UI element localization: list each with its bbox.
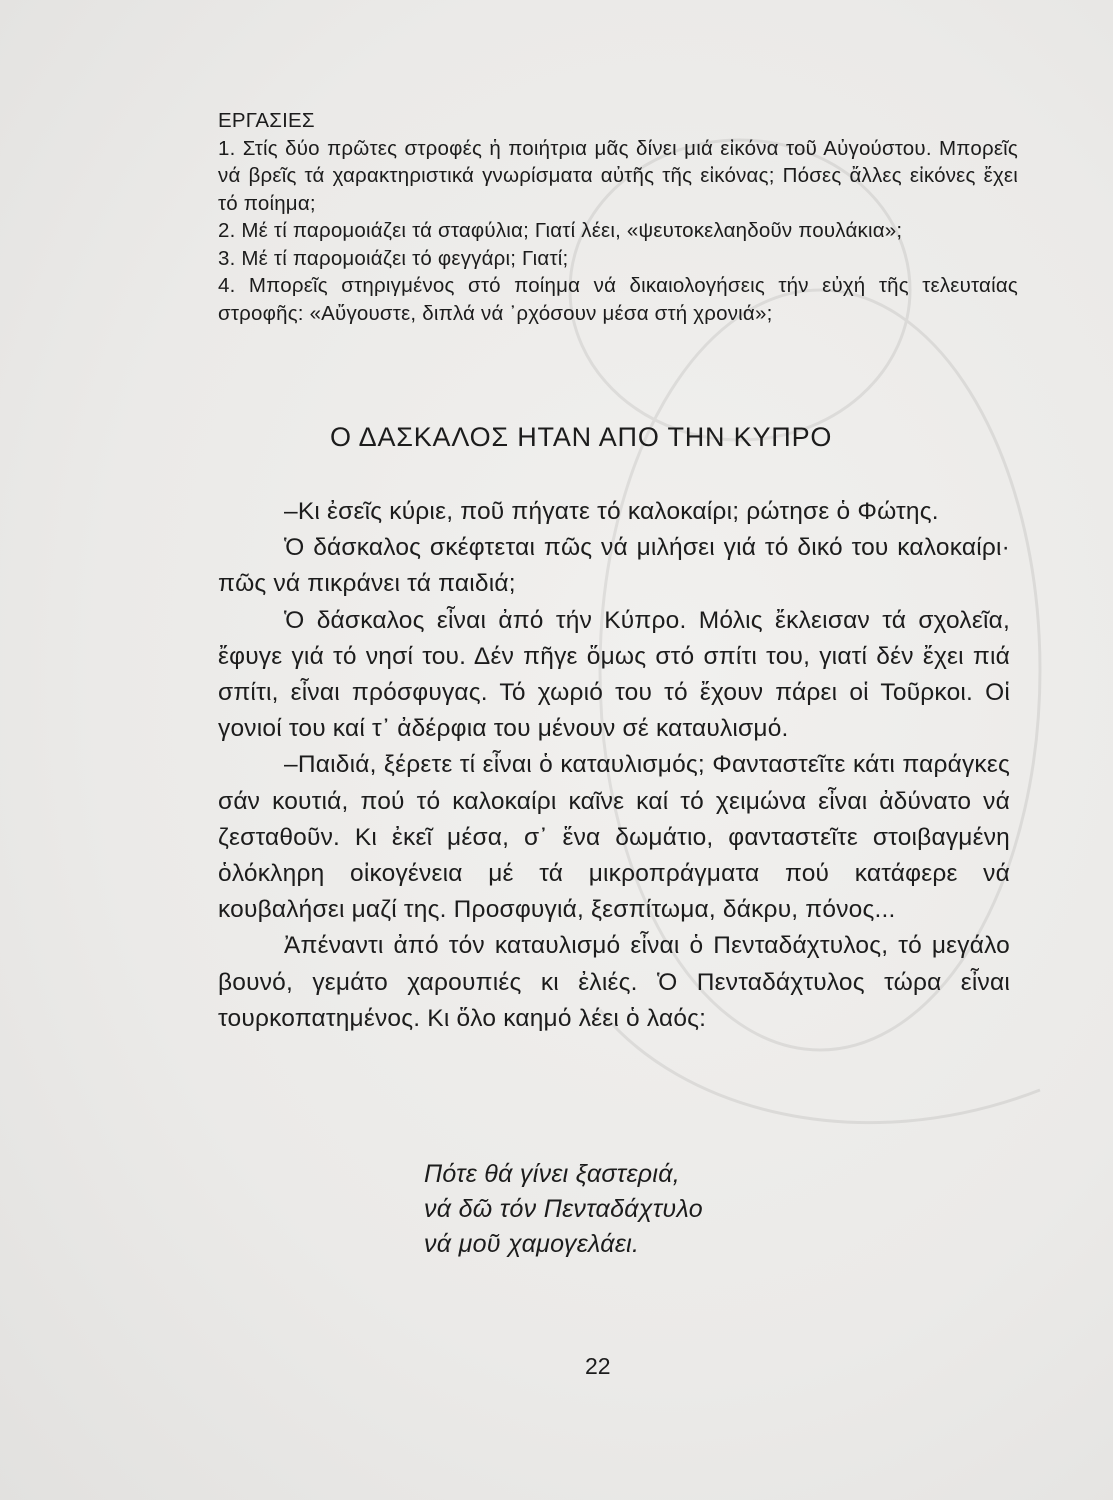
- page-number: 22: [585, 1353, 611, 1379]
- verse-line: νά δῶ τόν Πενταδάχτυλο: [424, 1195, 703, 1223]
- exercise-item: 4. Μπορεῖς στηριγμένος στό ποίημα νά δικαιολογήσεις τήν εὐχή τῆς τελευταίας στροφῆς: «Αὔγουστε, διπλά νά ᾿ρχόσουν μέσα στή χρονιά»;: [218, 274, 1018, 325]
- exercise-item: 1. Στίς δύο πρῶτες στροφές ἡ ποιήτρια μᾶς δίνει μιά εἰκόνα τοῦ Αὐγούστου. Μπορεῖς νά βρεῖς τά χαρακτηριστικά γνωρίσματα αὐτῆς τῆς εἰκόνας; Πόσες ἄλλες εἰκόνες ἔχει τό ποίημα;: [218, 136, 1018, 215]
- exercises-heading: ΕΡΓΑΣΙΕΣ: [218, 109, 315, 132]
- exercises-section: [218, 107, 1018, 327]
- story-title: Ο ΔΑΣΚΑΛΟΣ ΗΤΑΝ ΑΠΟ ΤΗΝ ΚΥΠΡΟ: [330, 422, 833, 452]
- verse-line: Πότε θά γίνει ξαστεριά,: [424, 1160, 681, 1188]
- exercise-item: 2. Μέ τί παρομοιάζει τά σταφύλια; Γιατί λέει, «ψευτοκελαηδοῦν πουλάκια»;: [218, 219, 903, 242]
- story-body: [218, 494, 1010, 1037]
- verse-line: νά μοῦ χαμογελάει.: [424, 1230, 640, 1258]
- exercise-item: 3. Μέ τί παρομοιάζει τό φεγγάρι; Γιατί;: [218, 246, 569, 270]
- story-paragraph: Ὁ δάσκαλος σκέφτεται πῶς νά μιλήσει γιά τό δικό του καλοκαίρι· πῶς νά πικράνει τά παιδιά;: [218, 534, 1010, 598]
- story-paragraph: Ὁ δάσκαλος εἶναι ἀπό τήν Κύπρο. Μόλις ἔκλεισαν τά σχολεῖα, ἔφυγε γιά τό νησί του. Δέν πῆγε ὅμως στό σπίτι του, γιατί δέν ἔχει πιά σπίτι, εἶναι πρόσφυγας. Τό χωριό του τό ἔχουν πάρει οἱ Τοῦρκοι. Οἱ γονιοί του καί τ᾿ ἀδέρφια του μένουν σέ καταυλισμό.: [218, 606, 1010, 743]
- story-paragraph: –Κι ἐσεῖς κύριε, ποῦ πήγατε τό καλοκαίρι; ρώτησε ὁ Φώτης.: [284, 498, 939, 525]
- verse-quote: [424, 1157, 703, 1262]
- story-paragraph: Ἀπέναντι ἀπό τόν καταυλισμό εἶναι ὁ Πενταδάχτυλος, τό μεγάλο βουνό, γεμάτο χαρουπιές κι ἐλιές. Ὁ Πενταδάχτυλος τώρα εἶναι τουρκοπατημένος. Κι ὅλο καημό λέει ὁ λαός:: [218, 932, 1010, 1032]
- story-paragraph: –Παιδιά, ξέρετε τί εἶναι ὁ καταυλισμός; Φανταστεῖτε κάτι παράγκες σάν κουτιά, πού τό καλοκαίρι καῖνε καί τό χειμώνα εἶναι ἀδύνατο νά ζεσταθοῦν. Κι ἐκεῖ μέσα, σ᾿ ἕνα δωμάτιο, φανταστεῖτε στοιβαγμένη ὁλόκληρη οἰκογένεια μέ τά μικροπράγματα πού κατάφερε νά κουβαλήσει μαζί της. Προσφυγιά, ξεσπίτωμα, δάκρυ, πόνος...: [218, 751, 1010, 924]
